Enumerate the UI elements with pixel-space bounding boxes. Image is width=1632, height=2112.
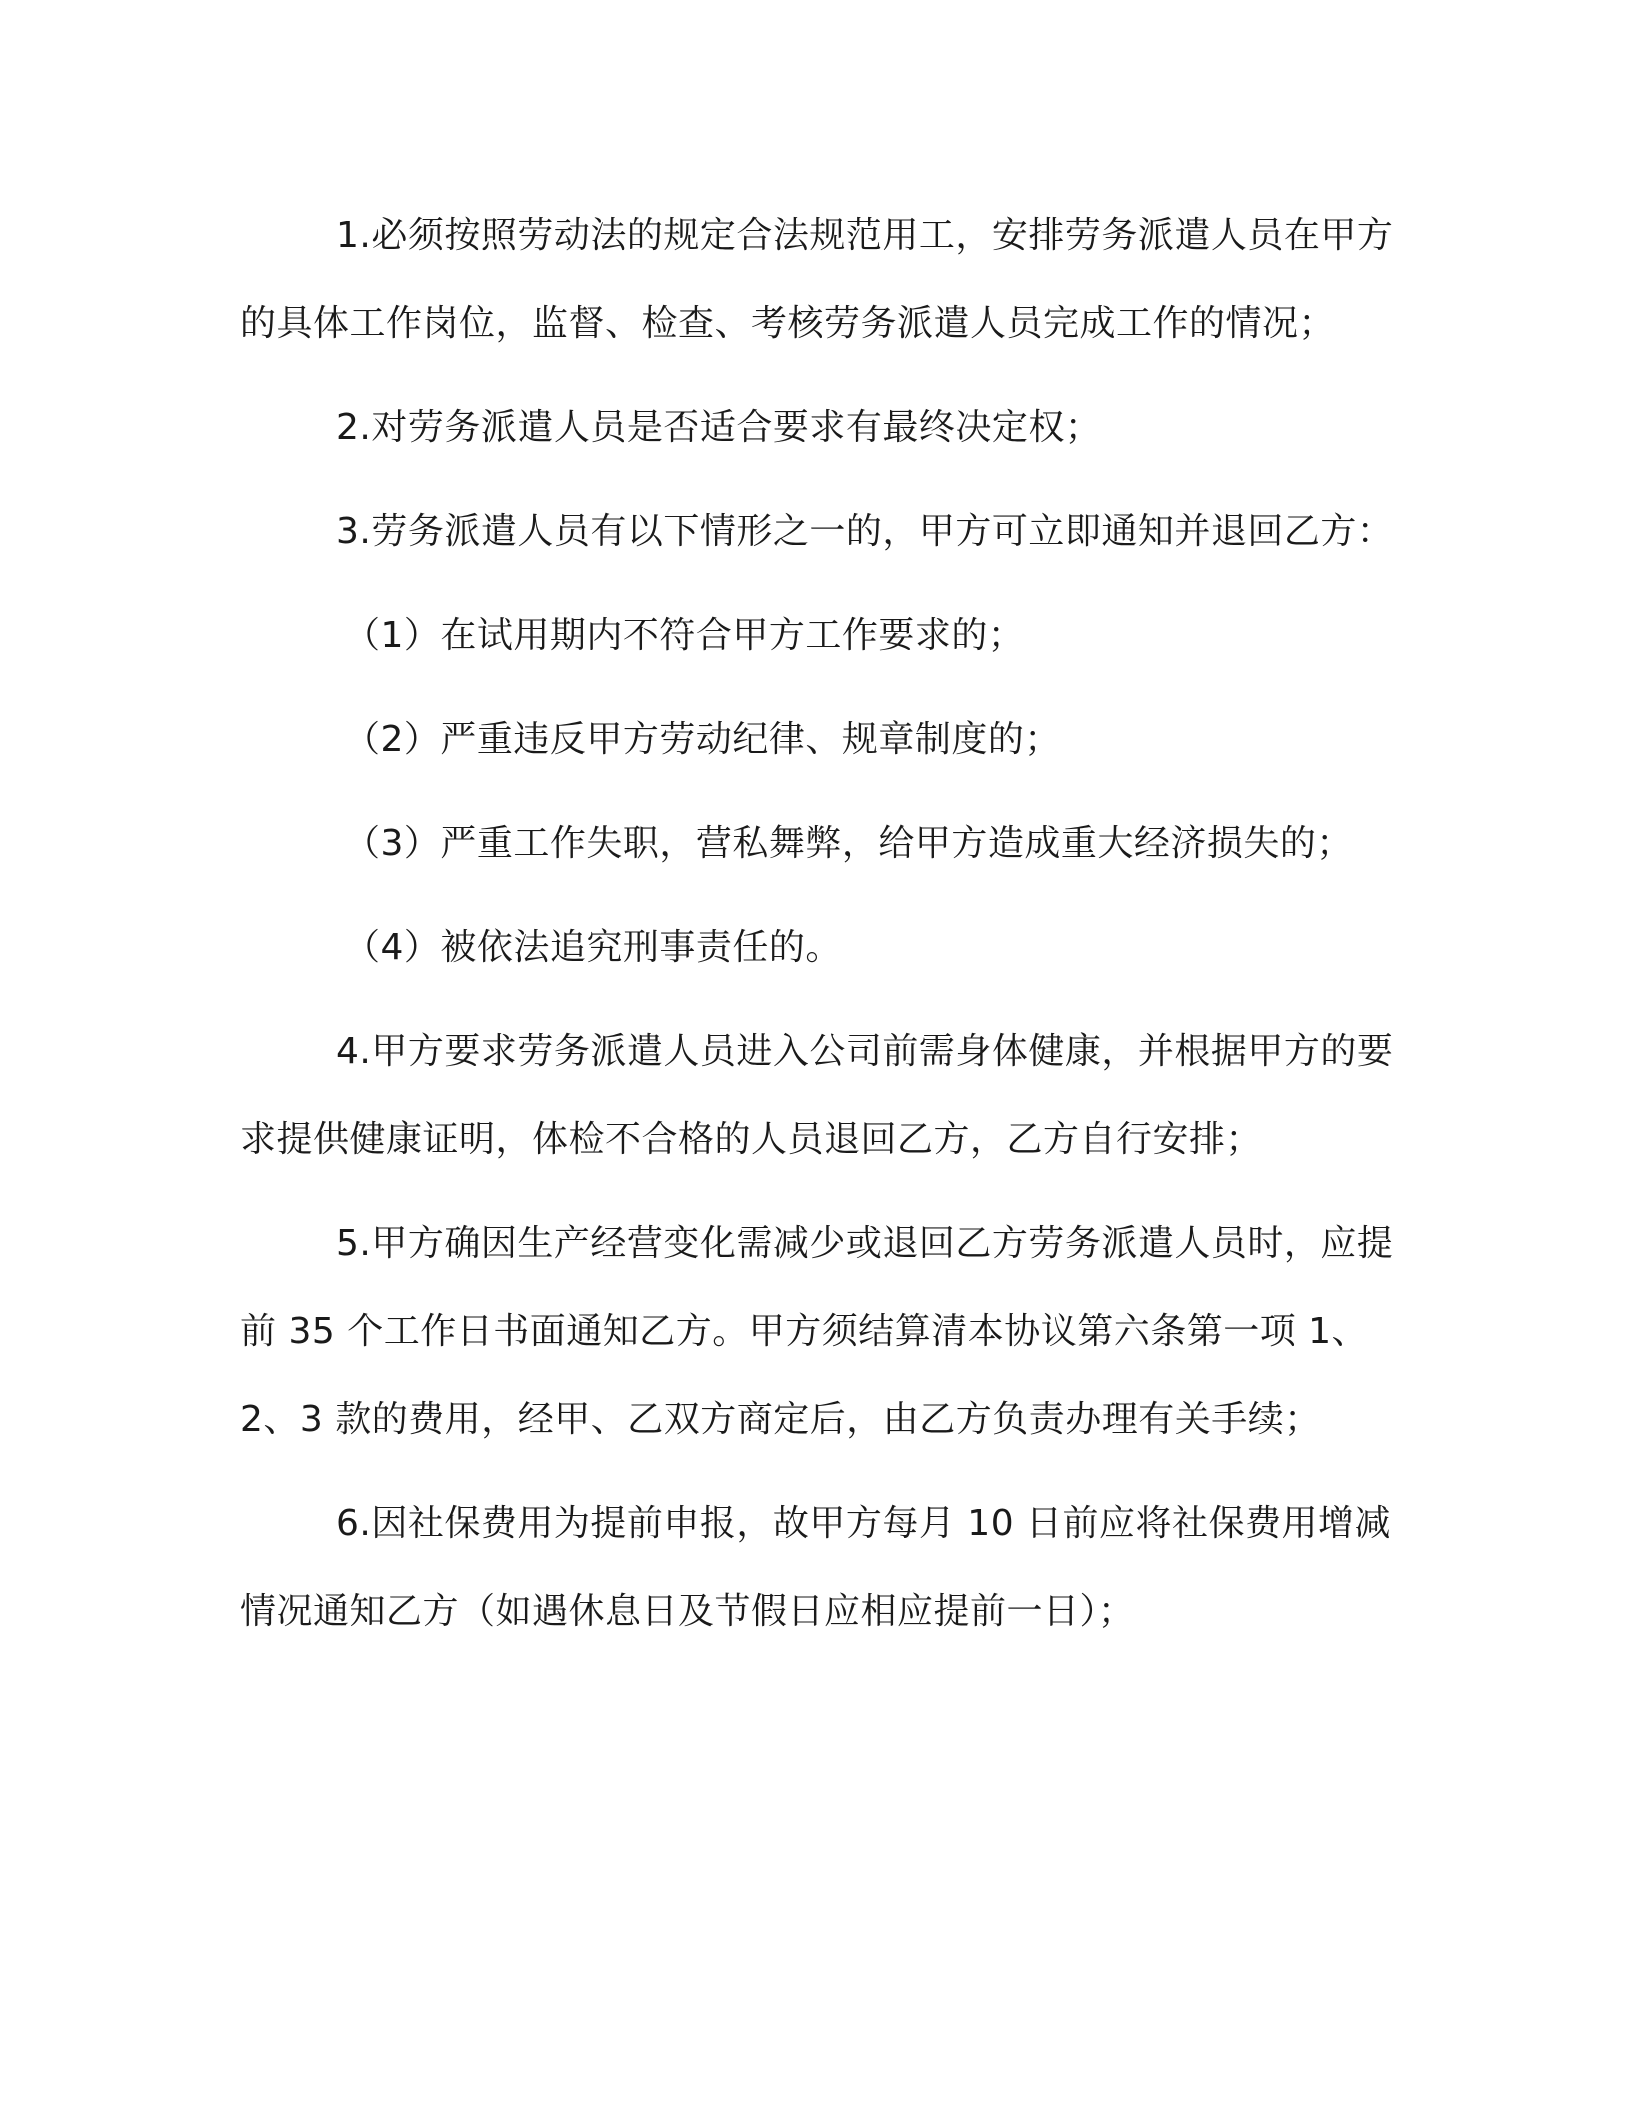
clause-3-item-2: （2）严重违反甲方劳动纪律、规章制度的；: [344, 719, 1061, 760]
clause-5: 5.甲方确因生产经营变化需减少或退回乙方劳务派遣人员时，应提前 35 个工作日书面通知乙方。甲方须结算清本协议第六条第一项 1、2、3 款的费用，经甲、乙双方商定后，由乙方负责办理有关手续；: [240, 1223, 1394, 1440]
clause-4: 4.甲方要求劳务派遣人员进入公司前需身体健康，并根据甲方的要求提供健康证明，体检不合格的人员退回乙方，乙方自行安排；: [240, 1031, 1394, 1160]
clause-3: 3.劳务派遣人员有以下情形之一的，甲方可立即通知并退回乙方：: [336, 511, 1394, 552]
clause-3-item-3: （3）严重工作失职，营私舞弊，给甲方造成重大经济损失的；: [344, 823, 1353, 864]
clause-3-item-1: （1）在试用期内不符合甲方工作要求的；: [344, 615, 1025, 656]
document-body: [240, 192, 1400, 1656]
clause-3-item-4: （4）被依法追究刑事责任的。: [344, 927, 842, 968]
clause-2: 2.对劳务派遣人员是否适合要求有最终决定权；: [336, 407, 1102, 448]
clause-1: 1.必须按照劳动法的规定合法规范用工，安排劳务派遣人员在甲方的具体工作岗位，监督、检查、考核劳务派遣人员完成工作的情况；: [240, 215, 1394, 344]
clause-6: 6.因社保费用为提前申报，故甲方每月 10 日前应将社保费用增减情况通知乙方（如遇休息日及节假日应相应提前一日）；: [240, 1503, 1392, 1632]
